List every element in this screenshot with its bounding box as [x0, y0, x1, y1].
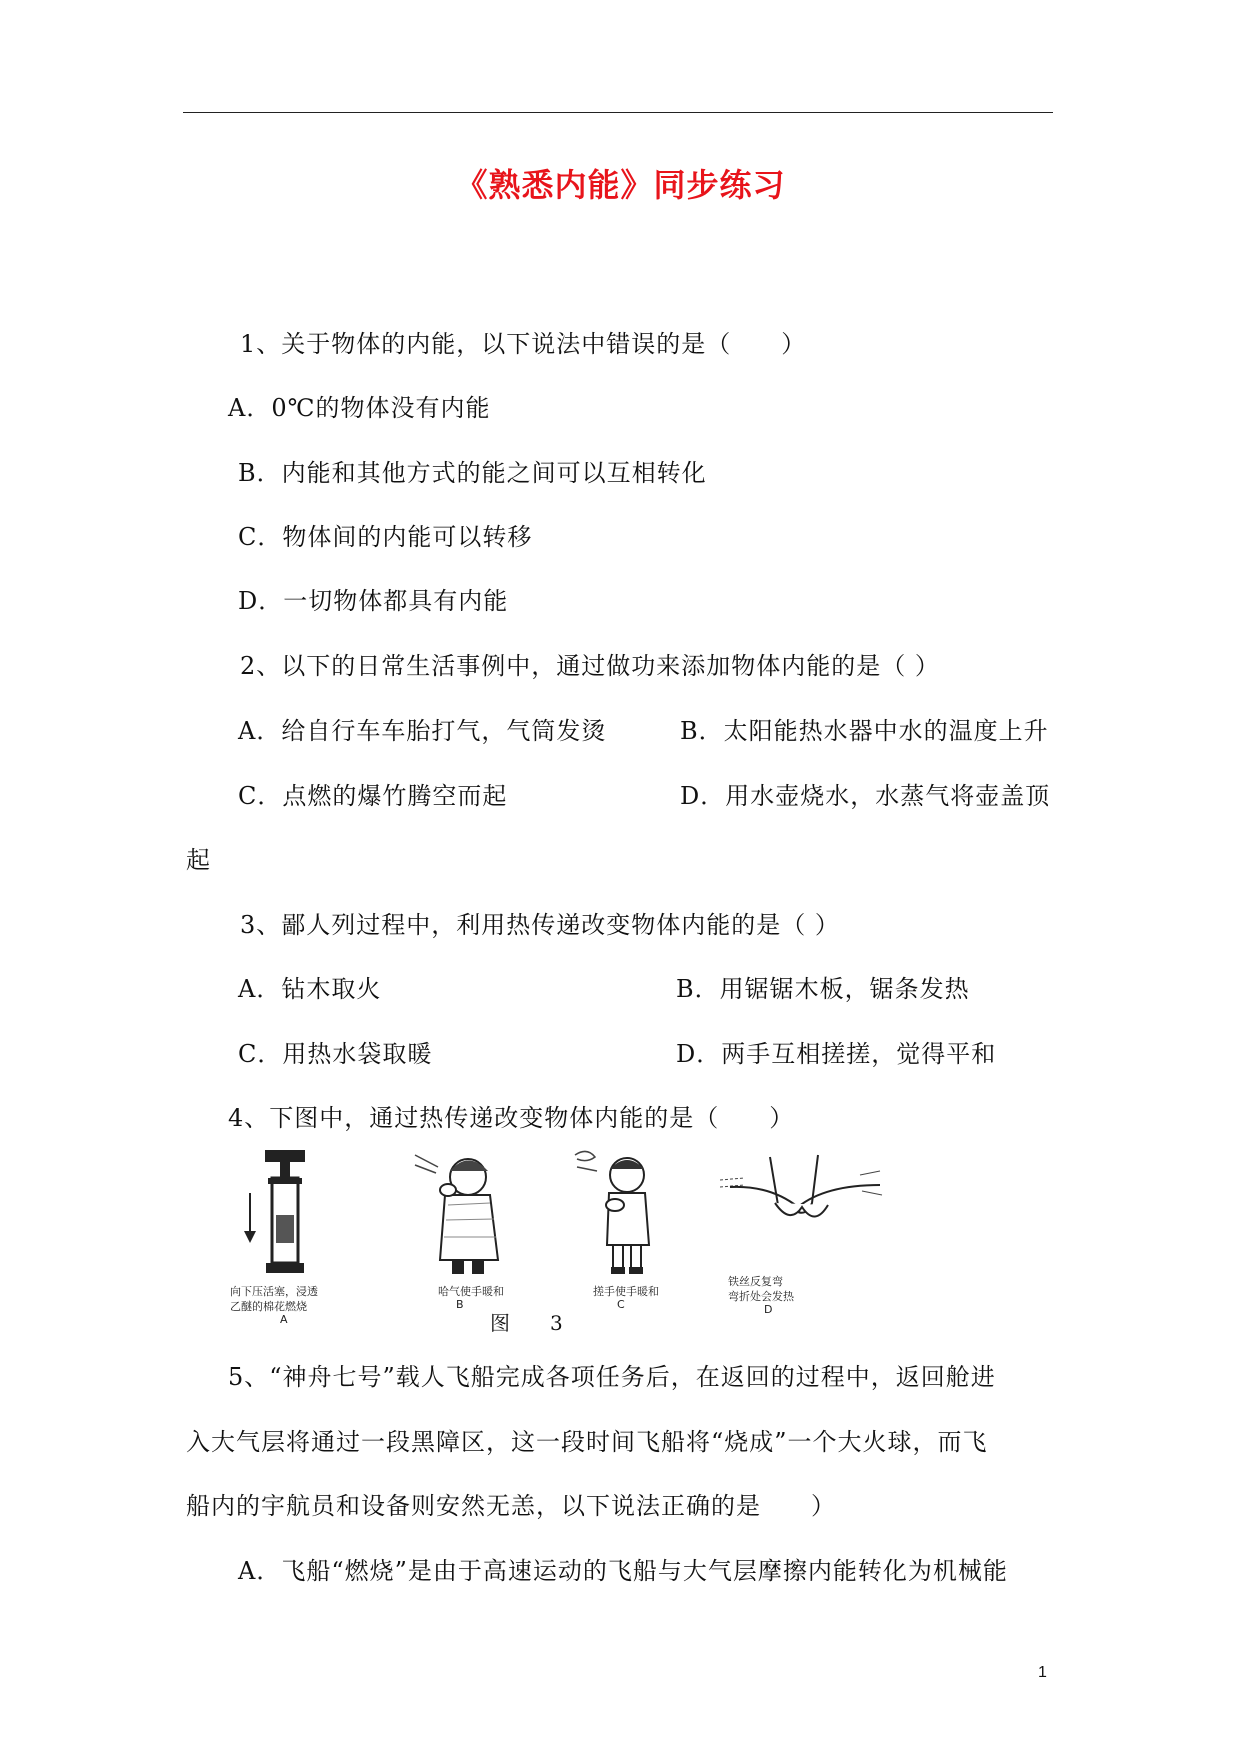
header-rule [183, 112, 1053, 113]
figure-c [565, 1145, 675, 1335]
page-title: 《熟悉内能》同步练习 [455, 166, 786, 204]
piston-cylinder-illustration [230, 1145, 340, 1280]
q5-stem-line2: 入大气层将通过一段黑障区，这一段时间飞船将“烧成”一个大火球，而飞 [186, 1428, 988, 1456]
q2-option-b: B．太阳能热水器中水的温度上升 [680, 717, 1049, 745]
figure-d-caption-line2: 弯折处会发热 [728, 1290, 794, 1303]
q5-stem-line1: 5、“神舟七号”载人飞船完成各项任务后，在返回的过程中，返回舱进 [228, 1363, 996, 1391]
q3-option-c: C．用热水袋取暖 [238, 1040, 433, 1068]
person-blowing-hands-illustration [410, 1145, 520, 1280]
page-number: 1 [1038, 1664, 1047, 1681]
figure-b-caption: 哈气使手暖和 [438, 1285, 504, 1298]
person-rubbing-hands-illustration [565, 1145, 675, 1280]
q1-option-a: A．0℃的物体没有内能 [228, 394, 491, 422]
q2-stem: 2、以下的日常生活事例中，通过做功来添加物体内能的是（ ） [240, 652, 940, 680]
q4-stem: 4、下图中，通过热传递改变物体内能的是（ ） [228, 1104, 795, 1132]
figure-d-caption-line1: 铁丝反复弯 [728, 1275, 783, 1288]
q1-option-b: B．内能和其他方式的能之间可以互相转化 [238, 459, 707, 487]
figure-a [230, 1145, 340, 1335]
figure-b-label: B [456, 1298, 464, 1311]
q3-option-d: D．两手互相搓搓，觉得平和 [676, 1040, 997, 1068]
bending-wire-illustration [720, 1145, 890, 1280]
q1-option-d: D．一切物体都具有内能 [238, 587, 509, 615]
q2-option-a: A．给自行车车胎打气，气筒发烫 [238, 717, 607, 745]
figure-a-label: A [280, 1313, 288, 1326]
figure-number-label: 图 3 [490, 1311, 563, 1335]
q3-stem: 3、鄙人列过程中，利用热传递改变物体内能的是（ ） [240, 911, 840, 939]
figure-c-label: C [617, 1298, 625, 1311]
q1-option-c: C．物体间的内能可以转移 [238, 523, 533, 551]
q2-option-c: C．点燃的爆竹腾空而起 [238, 782, 508, 810]
figure-c-caption: 搓手使手暖和 [593, 1285, 659, 1298]
figure-a-caption-line1: 向下压活塞，浸透 [230, 1285, 318, 1298]
figure-d-label: D [764, 1303, 773, 1316]
q2-option-d: D．用水壶烧水，水蒸气将壶盖顶 [680, 782, 1051, 810]
q2-option-d-continued: 起 [186, 846, 211, 874]
q3-option-b: B．用锯锯木板，锯条发热 [676, 975, 970, 1003]
q5-stem-line3: 船内的宇航员和设备则安然无恙，以下说法正确的是 ） [186, 1492, 836, 1520]
figure-a-caption-line2: 乙醚的棉花燃烧 [230, 1300, 307, 1313]
q4-figure [230, 1145, 910, 1335]
q1-stem: 1、关于物体的内能，以下说法中错误的是（ ） [240, 330, 807, 358]
q3-option-a: A．钻木取火 [238, 975, 382, 1003]
q5-option-a: A．飞船“燃烧”是由于高速运动的飞船与大气层摩擦内能转化为机械能 [238, 1557, 1008, 1585]
figure-d [720, 1145, 890, 1335]
